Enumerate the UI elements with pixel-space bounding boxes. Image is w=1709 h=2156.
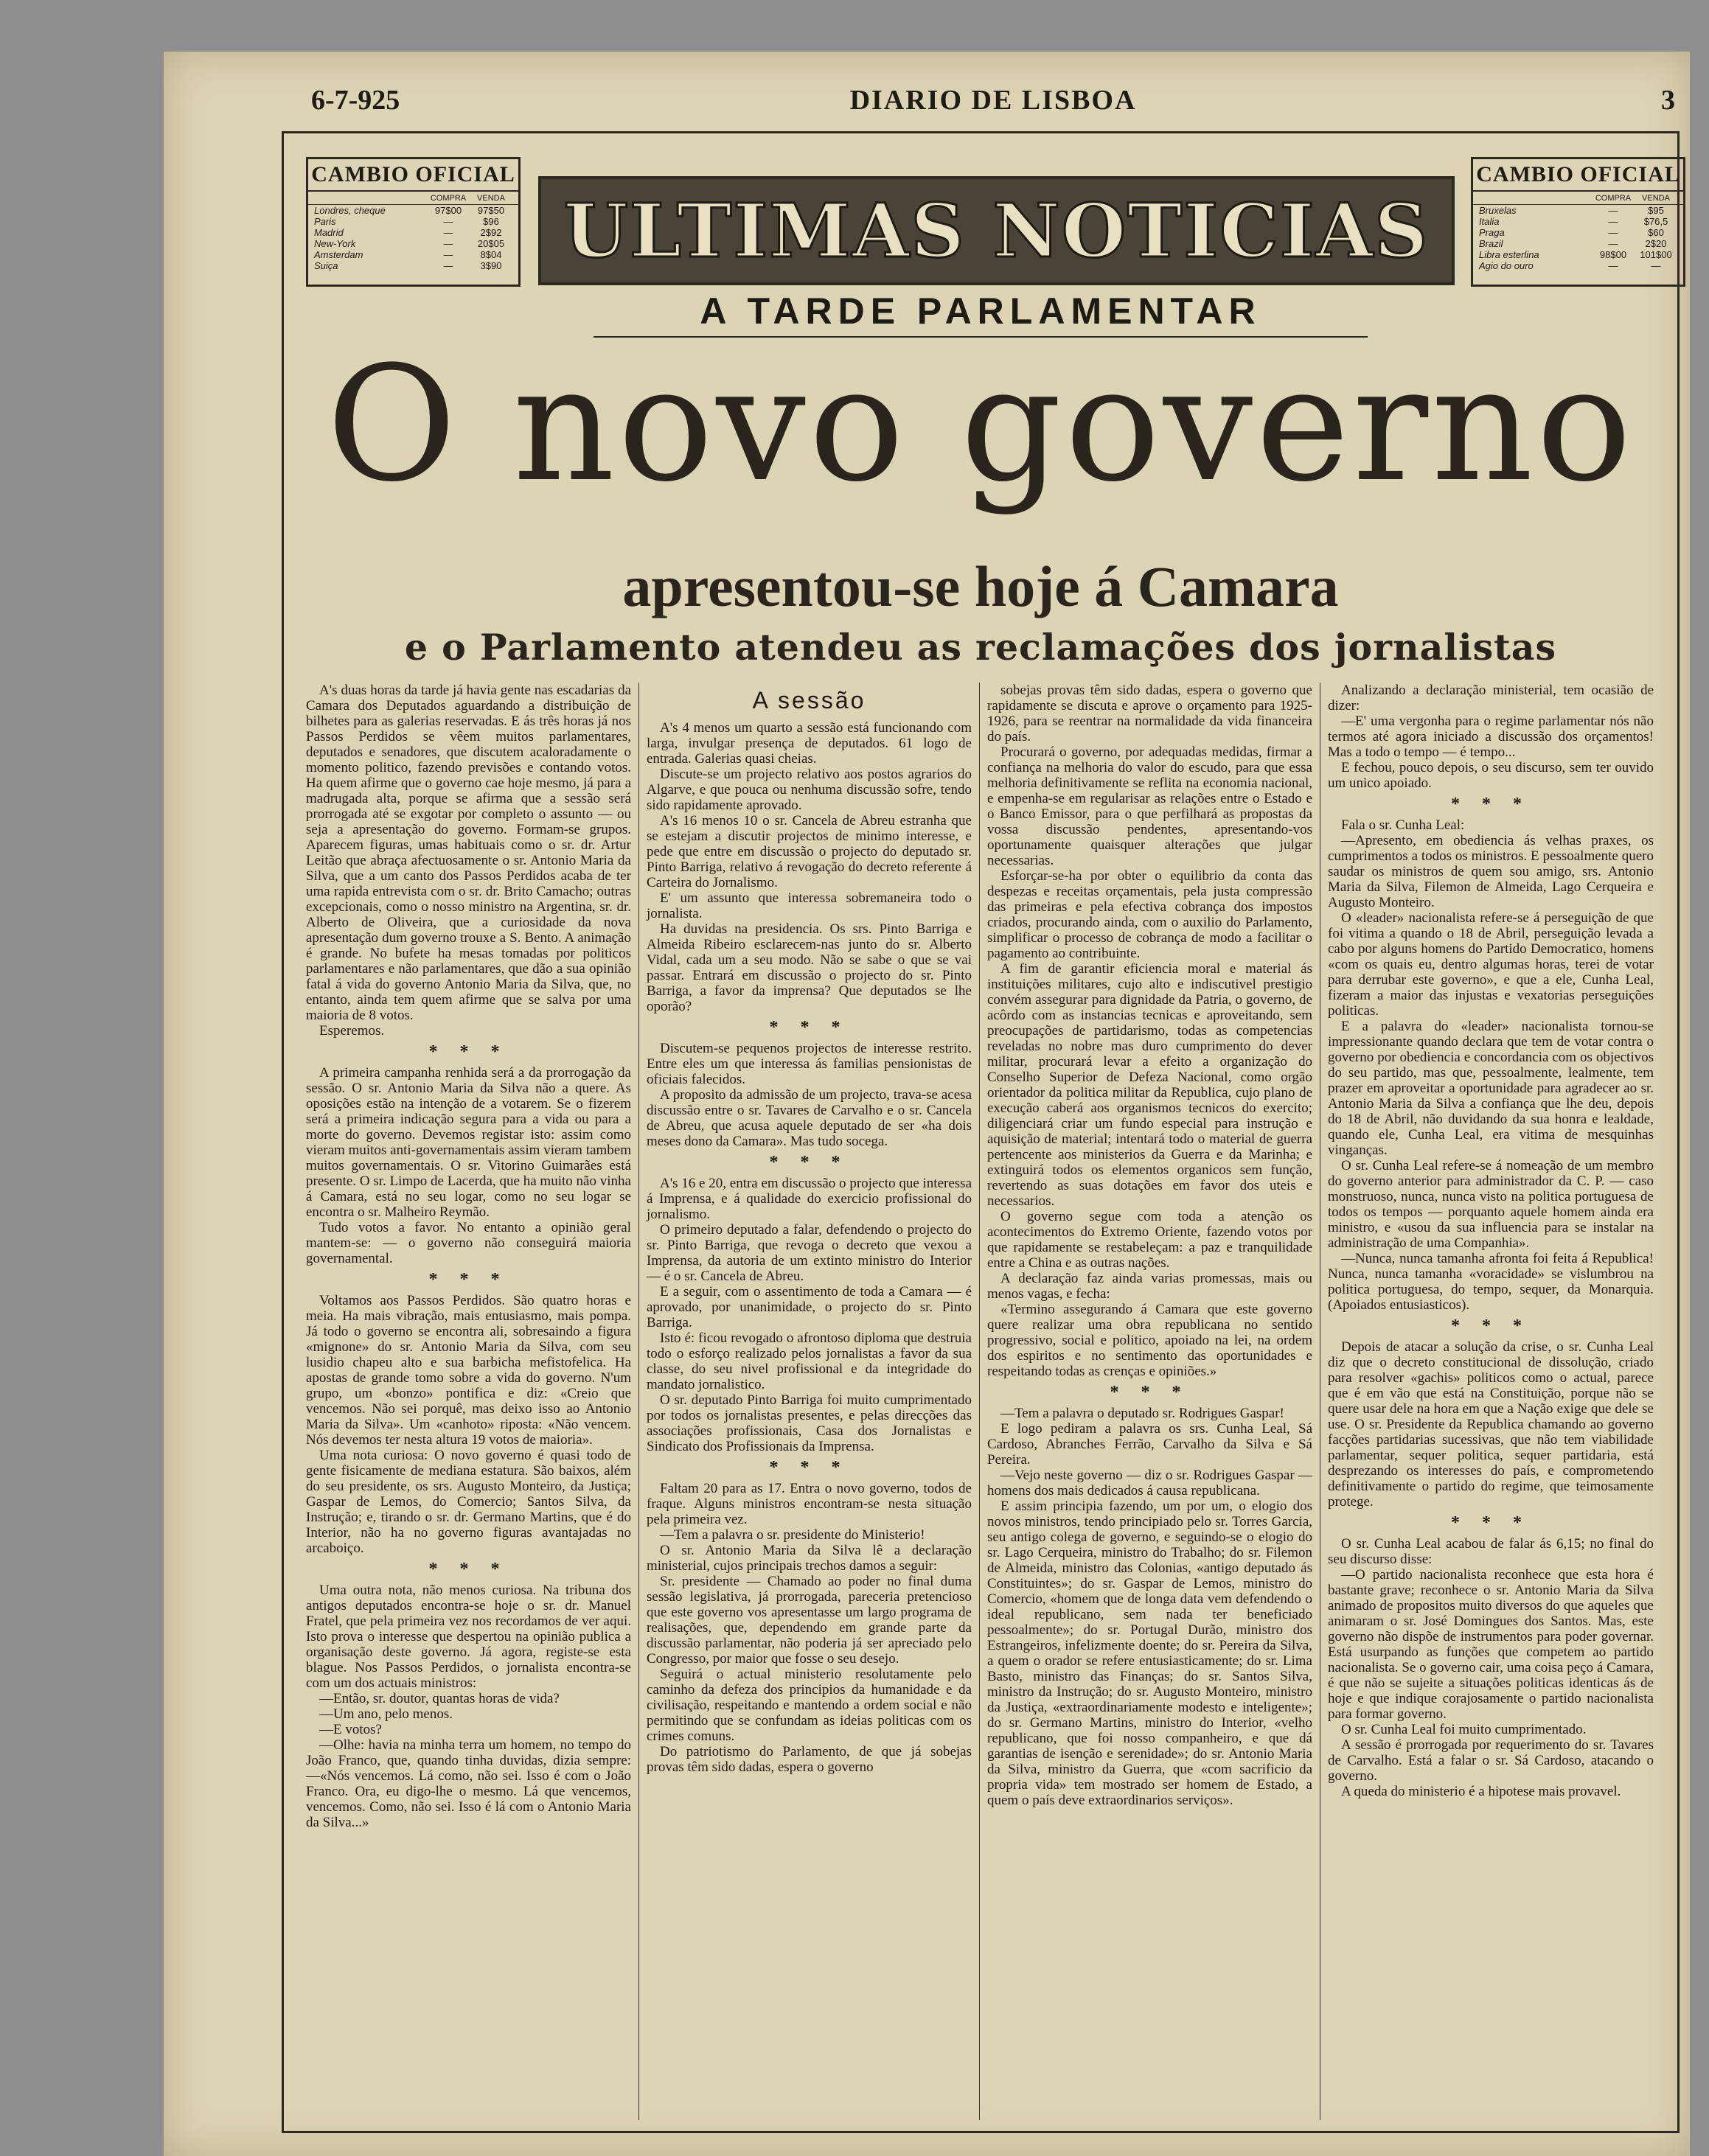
exchange-row: Agio do ouro — —	[1479, 260, 1661, 271]
paragraph: —E votos?	[319, 1722, 382, 1737]
paragraph: Analizando a declaração ministerial, tem ocasião de dizer:	[1328, 683, 1654, 714]
exchange-row: Brazil — 2$20	[1479, 238, 1667, 249]
newspaper-page	[164, 52, 1690, 2156]
section-separator: * * *	[428, 1270, 509, 1289]
paragraph: Ha duvidas na presidencia. Os srs. Pinto Barriga e Almeida Ribeiro esclarecem-nas junto do sr. Alberto Vidal, cada um a seu modo. Não se sabe o que se vai passar. Entrará em discussão o projecto do sr. Pinto Barriga, a favor da imprensa? Que deputados se lhe oporão?	[647, 921, 972, 1014]
paragraph: E logo pediram a palavra os srs. Cunha Leal, Sá Cardoso, Abranches Ferrão, Carvalho da Silva e Sá Pereira.	[987, 1421, 1312, 1468]
exchange-row: Italia — $76,5	[1479, 216, 1668, 227]
section-separator: * * *	[1451, 795, 1531, 814]
paragraph: Discutem-se pequenos projectos de interesse restrito. Entre eles um que interessa ás familias pensionistas de oficiais falecidos.	[647, 1041, 972, 1087]
paragraph: —Olhe: havia na minha terra um homem, no tempo do João Franco, que, quando tinha duvidas, dizia sempre: —«Nós vencemos. Lá como, não sei. Isso é com o João Franco. Ora, eu digo-lhe o mesmo. Lá que vencemos, vencemos. Como, não sei. Isso é lá com o Antonio Maria da Silva...»	[306, 1737, 631, 1830]
article-kicker: A TARDE PARLAMENTAR	[700, 290, 1261, 332]
exchange-rates-rows	[308, 205, 518, 271]
paragraph: O sr. deputado Pinto Barriga foi muito cumprimentado por todos os jornalistas presentes, e pelas direcções das associações profissionais, Casa dos Jornalistas e Sindicato dos Profissionais da Imprensa.	[647, 1392, 972, 1454]
paragraph: A's 16 menos 10 o sr. Cancela de Abreu estranha que se estejam a discutir projectos de minimo interesse, e pede que entre em discussão o projecto do deputado sr. Pinto Barriga, relativo á revogação do decreto referente á Carteira do Jornalismo.	[647, 813, 972, 890]
paragraph: A's 16 e 20, entra em discussão o projecto que interessa á Imprensa, e á qualidade do exercicio profissional do jornalismo.	[647, 1176, 972, 1222]
exchange-row: New-York — 20$05	[314, 238, 505, 249]
section-separator: * * *	[1451, 1316, 1531, 1336]
col-buy: COMPRA	[430, 194, 467, 203]
paragraph: A primeira campanha renhida será a da prorrogação da sessão. O sr. Antonio Maria da Silva não a quere. As oposições estão na intenção de a votarem. Se o fizerem será a primeira indicação segura para a vida ou para a morte do governo. Devemos registar isto: assim como vieram muitos anti-governamentais assim vieram tambem muitos governamentais. O sr. Vitorino Guimarães está presente. O sr. Limpo de Lacerda, que ha muito não vinha á Camara, está no seu logar, como no seu logar se encontra o sr. Malheiro Reymão.	[306, 1065, 631, 1220]
exchange-row: Londres, cheque 97$00 97$50	[314, 205, 505, 216]
column-3	[980, 683, 1320, 2120]
paragraph: Voltamos aos Passos Perdidos. São quatro horas e meia. Ha mais vibração, mais entusiasmo, mais pompa. Já todo o governo se encontra ali, sobresaindo a figura «mignone» do sr. Antonio Maria da Silva, com seu lusidio chapeu alto e sua barbicha mefistofelica. Ha apostas de grande tomo sobre a vida do governo. N'um grupo, um «bonzo» pontifica e diz: «Creio que vencemos. Não sei porquê, mas deixo isso ao Antonio Maria da Silva». Um «canhoto» riposta: «Não vencem. Nós devemos ter nesta altura 19 votos de maioria».	[306, 1293, 631, 1448]
column-1	[299, 683, 639, 2120]
exchange-row: Praga — $60	[1479, 227, 1664, 238]
paragraph: —E' uma vergonha para o regime parlamentar nós não termos até agora iniciado a discussão dos orçamentos! Mas a todo o tempo — é tempo...	[1328, 714, 1654, 760]
paragraph: Do patriotismo do Parlamento, de que já sobejas provas têm sido dadas, espera o governo	[647, 1744, 972, 1775]
exchange-rates-rows	[1473, 205, 1683, 271]
section-separator: * * *	[769, 1018, 849, 1037]
col-sell: VENDA	[477, 194, 505, 203]
paragraph: O primeiro deputado a falar, defendendo o projecto do sr. Pinto Barriga, que revoga o decreto que vexou a Imprensa, da autoria de um extinto ministro do Interior — é o sr. Cancela de Abreu.	[647, 1222, 972, 1284]
paragraph: A's duas horas da tarde já havia gente nas escadarias da Camara dos Deputados aguardando a distribuição de bilhetes para as galerias reservadas. E ás três horas já nos Passos Perdidos se vêem muitos parlamentares, deputados e senadores, que discutem acaloradamente o momento politico, fazendo previsões e contando votos. Ha quem afirme que o governo cae hoje mesmo, já para a madrugada alta, porque se afirma que a sessão será prorrogada até se exgotar por completo o assunto — ou seja a apresentação do governo. Formam-se grupos. Aparecem figuras, umas habituais como o sr. dr. Artur Leitão que abraça afectuosamente o sr. Antonio Maria da Silva, que a um canto dos Passos Perdidos acaba de ter uma rapida entrevista com o sr. dr. Brito Camacho; outras excepcionais, como o nosso ministro na Argentina, sr. dr. Alberto de Oliveira, que a curiosidade da nova apresentação dum governo trouxe a S. Bento. A animação é grande. No bufete ha mesas tomadas por politicos parlamentares e não parlamentares, que dão a sua opinião fatal á vida do governo Antonio Maria da Silva, que, no entanto, ainda tem quem afirme que se salva por uma maioria de 8 votos.	[306, 683, 631, 1023]
paragraph: Seguirá o actual ministerio resolutamente pelo caminho da defeza dos principios da humanidade e da civilisação, respeitando e mantendo a ordem social e não permitindo que se confundam as ideias politicas com os crimes comuns.	[647, 1667, 972, 1744]
paragraph: A sessão é prorrogada por requerimento do sr. Tavares de Carvalho. Está a falar o sr. Sá Cardoso, atacando o governo.	[1328, 1737, 1654, 1784]
paragraph: Procurará o governo, por adequadas medidas, firmar a confiança na melhoria do valor do escudo, para que essa melhoria definitivamente se reflita na economia nacional, e empenha-se em regularisar as relações entre o Estado e o Banco Emissor, para o que perfilhará as propostas da vossa discussão pendentes, apresentando-vos oportunamente quaisquer alterações que julgar necessarias.	[987, 744, 1312, 868]
page-number: 3	[1661, 85, 1675, 116]
column-2	[639, 683, 980, 2120]
section-separator: * * *	[1451, 1513, 1531, 1532]
paragraph: —Tem a palavra o deputado sr. Rodrigues Gaspar!	[1000, 1406, 1284, 1421]
paragraph: O governo segue com toda a atenção os acontecimentos do Extremo Oriente, fazendo votos por que rapidamente se restabeleçam: a paz e tranquilidade entre a China e as outras nações.	[987, 1209, 1312, 1271]
paragraph: E' um assunto que interessa sobremaneira todo o jornalista.	[647, 890, 972, 921]
section-banner	[538, 176, 1455, 285]
paragraph: Uma nota curiosa: O novo governo é quasi todo de gente fisicamente de mediana estatura. São baixos, além do seu presidente, os srs. Augusto Monteiro, da Justiça; Gaspar de Lemos, do Comercio; Santos Silva, da Instrução; e, tirando o sr. dr. Germano Martins, que é do Interior, não ha no governo figuras avantajadas no arcaboiço.	[306, 1448, 631, 1556]
paragraph: —Vejo neste governo — diz o sr. Rodrigues Gaspar — homens dos mais dedicados á causa republicana.	[987, 1468, 1312, 1499]
col-buy: COMPRA	[1595, 194, 1632, 203]
col-sell: VENDA	[1642, 194, 1670, 203]
paragraph: Esforçar-se-ha por obter o equilibrio da conta das despezas e receitas orçamentais, pela justa compressão das primeiras e pela efectiva cobrança dos impostos criados, procurando ainda, com o auxilio do Parlamento, simplificar o processo de cobrança de modo a facilitar o pagamento ao contribuinte.	[987, 868, 1312, 961]
section-separator: * * *	[1110, 1383, 1190, 1402]
newspaper-name: DIARIO DE LISBOA	[849, 85, 1137, 116]
article-columns	[299, 683, 1663, 2120]
paragraph: A's 4 menos um quarto a sessão está funcionando com larga, invulgar presença de deputados. 61 logo de entrada. Galerias quasi cheias.	[647, 720, 972, 767]
paragraph: —O partido nacionalista reconhece que esta hora é bastante grave; reconhece o sr. Antonio Maria da Silva animado de propositos muito diversos do que aqueles que animaram o sr. José Domingues dos Santos. Mas, este governo não dispõe de instrumentos para poder governar. Está usurpando as funções que competem ao partido nacionalista. Se o governo cair, uma coisa peço á Camara, é que não se sujeite a situações politicas identicas ás de hoje e que indique corajosamente o partido nacionalista para formar governo.	[1328, 1567, 1654, 1722]
paragraph: E a palavra do «leader» nacionalista tornou-se impressionante quando declara que tem de votar contra o governo por obediencia e concordancia com os objectivos do seu partido, mas que, pessoalmente, lealmente, tem prazer em aproveitar a oportunidade para agradecer ao sr. Antonio Maria da Silva a confiança que lhe deu, depois do 18 de Abril, não duvidando da sua honra e lealdade, quando ele, Cunha Leal, era vitima de mesquinhas vinganças.	[1328, 1019, 1654, 1158]
paragraph: Uma outra nota, não menos curiosa. Na tribuna dos antigos deputados encontra-se hoje o sr. dr. Manuel Fratel, que pela primeira vez nos recordamos de ver aqui. Isto prova o interesse que despertou na opinião publica a organisação deste governo. Já agora, registe-se esta blague. Nos Passos Perdidos, o jornalista encontra-se com um dos actuais ministros:	[306, 1583, 631, 1691]
subheadline: apresentou-se hoje á Camara	[622, 554, 1339, 618]
paragraph: O «leader» nacionalista refere-se á perseguição de que foi vitima a quando o 18 de Abril, perseguição levada a cabo por alguns homens do Partido Democratico, homens «com os quais eu, dentro algumas horas, terei de votar para derrubar este governo», e que a ele, Cunha Leal, fizeram a maior das injustas e vexatorias perseguições politicas.	[1328, 910, 1654, 1019]
exchange-row: Libra esterlina 98$00 101$00	[1479, 249, 1672, 260]
issue-date: 6-7-925	[311, 85, 400, 116]
paragraph: —Tem a palavra o sr. presidente do Ministerio!	[660, 1527, 925, 1543]
paragraph: A proposito da admissão de um projecto, trava-se acesa discussão entre o sr. Tavares de Carvalho e o sr. Cancela de Abreu, que acusa aquele deputado de ser «ha dois meses dono da Camara». Mas tudo socega.	[647, 1087, 972, 1149]
section-separator: * * *	[428, 1560, 509, 1579]
exchange-row: Bruxelas — $95	[1479, 205, 1664, 216]
paragraph: A fim de garantir eficiencia moral e material ás instituições militares, cujo alto e indiscutivel prestigio convém assegurar para dignidade da Patria, o governo, de acôrdo com as instancias tecnicas e aproveitando, sem preocupações de partidarismo, todas as competencias reveladas no nobre mas duro cumprimento do dever militar, procurará levar a efeito a organização do Conselho Superior de Defeza Nacional, como orgão orientador da politica militar da Republica, cujo plano de execução caberá aos organismos tecnicos do exercito; diligenciará criar um fundo especial para instrução e aquisição de material; intentará todo o material de guerra pertencente aos ministerios da Guerra e da Marinha; e extinguirá todos os elementos organicos sem função, revertendo as suas dotações em favor dos uteis e necessarios.	[987, 961, 1312, 1209]
headline: O novo governo	[326, 332, 1635, 517]
paragraph: Discute-se um projecto relativo aos postos agrarios do Algarve, e que pouca ou nenhuma discussão sofre, tendo sido rapidamente aprovado.	[647, 767, 972, 813]
paragraph: Sr. presidente — Chamado ao poder no final duma sessão legislativa, já prorrogada, pareceria pretencioso que este governo vos apresentasse um largo programa de realisações, que, dependendo em grande parte da discussão parlamentar, não poderia já ser apreciado pelo Congresso, por maior que fosse o seu desejo.	[647, 1574, 972, 1667]
paragraph: E fechou, pouco depois, o seu discurso, sem ter ouvido um unico apoiado.	[1328, 760, 1654, 791]
exchange-rates-title: CAMBIO OFICIAL	[308, 159, 518, 192]
exchange-row: Suiça — 3$90	[314, 260, 502, 271]
exchange-row: Amsterdam — 8$04	[314, 249, 502, 260]
subheadline-secondary: e o Parlamento atendeu as reclamações dos jornalistas	[404, 626, 1557, 669]
paragraph: Isto é: ficou revogado o afrontoso diploma que destruia todo o esforço realizado pelos jornalistas a favor da sua classe, do seu nivel profissional e da integridade do mandato jornalistico.	[647, 1330, 972, 1392]
paragraph: E assim principia fazendo, um por um, o elogio dos novos ministros, tendo principiado pelo sr. Torres Garcia, seu antigo colega de governo, e seguindo-se o elogio do sr. Lago Cerqueira, ministro do Trabalho; do sr. Filemon de Almeida, ministro das Colonias, «antigo deputado ás Constituintes»; do sr. Gaspar de Lemos, ministro do Comercio, «homem que de longa data vem defendendo o ideal republicano, sem nada ter beneficiado pessoalmente»; do sr. Portugal Durão, ministro dos Estrangeiros, infelizmente doente; do sr. Pereira da Silva, a quem o orador se refere entusiasticamente; do sr. Lima Basto, ministro das Finanças; do sr. Santos Silva, ministro da Instrução; do sr. Augusto Monteiro, ministro da Justiça, «extraordinariamente modesto e inteligente»; do sr. Germano Martins, ministro do Interior, «velho republicano, que foi nosso companheiro, e que dá garantias de isenção e serenidade»; do sr. Antonio Maria da Silva, ministro da Guerra, que «com sacrificio da propria vida» tem mostrado ser homem de Estado, a quem o país deve extraordinarios serviços».	[987, 1499, 1312, 1808]
exchange-rates-header	[1473, 192, 1683, 205]
paragraph: —Então, sr. doutor, quantas horas de vida?	[319, 1691, 560, 1706]
paragraph: «Termino assegurando á Camara que este governo quere realizar uma obra republicana no sentido progressivo, social e politico, apoiado na lei, na ordem dos espiritos e no sentimento das oportunidades e respeitando todas as crenças e opiniões.»	[987, 1302, 1312, 1379]
page-header	[311, 81, 1675, 133]
exchange-rates-box-right	[1471, 157, 1685, 287]
paragraph: Esperemos.	[319, 1023, 385, 1039]
paragraph: A declaração faz ainda varias promessas, mais ou menos vagas, e fecha:	[987, 1271, 1312, 1302]
paragraph: O sr. Cunha Leal refere-se á nomeação de um membro do governo anterior para administrador da C. P. — caso monstruoso, nunca, nunca visto na politica portuguesa de todos os tempos — porquanto aquele homem ainda era ministro, e «usou da sua influencia para se instalar na administração de uma Companhia».	[1328, 1158, 1654, 1251]
paragraph: O sr. Cunha Leal foi muito cumprimentado.	[1341, 1722, 1587, 1737]
paragraph: —Um ano, pelo menos.	[319, 1706, 453, 1722]
section-separator: * * *	[769, 1153, 849, 1172]
paragraph: —Apresento, em obediencia ás velhas praxes, os cumprimentos a todos os ministros. E pessoalmente quero saudar os ministros de quem sou amigo, srs. Antonio Maria da Silva, Filemon de Almeida, Lago Cerqueira e Augusto Monteiro.	[1328, 833, 1654, 910]
paragraph: E a seguir, com o assentimento de toda a Camara — é aprovado, por unanimidade, o projecto do sr. Pinto Barriga.	[647, 1284, 972, 1330]
exchange-rates-title: CAMBIO OFICIAL	[1473, 159, 1683, 192]
paragraph: sobejas provas têm sido dadas, espera o governo que rapidamente se discuta e aprove o orçamento para 1925-1926, para se reentrar na normalidade da vida financeira do país.	[987, 683, 1312, 744]
paragraph: Faltam 20 para as 17. Entra o novo governo, todos de fraque. Alguns ministros encontram-se nesta situação pela primeira vez.	[647, 1481, 972, 1527]
paragraph: Tudo votos a favor. No entanto a opinião geral mantem-se: — o governo não conseguirá maioria governamental.	[306, 1220, 631, 1266]
exchange-rates-box-left	[306, 157, 521, 287]
paragraph: —Nunca, nunca tamanha afronta foi feita á Republica! Nunca, nunca tamanha «voracidade» se vislumbrou na politica portuguesa, do tempo, sequer, da Monarquia. (Apoiados entusiasticos).	[1328, 1251, 1654, 1313]
exchange-rates-header	[308, 192, 518, 205]
paragraph: Fala o sr. Cunha Leal:	[1341, 817, 1465, 833]
section-separator: * * *	[769, 1458, 849, 1477]
page-frame	[282, 131, 1680, 2133]
paragraph: O sr. Cunha Leal acabou de falar ás 6,15; no final do seu discurso disse:	[1328, 1536, 1654, 1567]
section-separator: * * *	[428, 1042, 509, 1061]
section-title: A sessão	[752, 687, 866, 714]
exchange-row: Paris — $96	[314, 216, 499, 227]
banner-title: ULTIMAS NOTICIAS	[563, 187, 1430, 274]
paragraph: O sr. Antonio Maria da Silva lê a declaração ministerial, cujos principais trechos damos a seguir:	[647, 1543, 972, 1574]
paragraph: Depois de atacar a solução da crise, o sr. Cunha Leal diz que o decreto constitucional de dissolução, criado para resolver «gachis» politicos como o actual, parece que é em vão que está na Constituição, porque não se quere usar dele na hora em que a Nação exige que dele se use. O sr. Presidente da Republica chamando ao governo facções partidarias sucessivas, que não tem viabilidade parlamentar, sequer politica, sequer partidaria, está desprezando os interesses do país, e comprometendo definitivamente o partido do regime, que teimosamente protege.	[1328, 1339, 1654, 1510]
column-4	[1320, 683, 1661, 2120]
paragraph: A queda do ministerio é a hipotese mais provavel.	[1341, 1784, 1621, 1799]
exchange-row: Madrid — 2$92	[314, 227, 502, 238]
